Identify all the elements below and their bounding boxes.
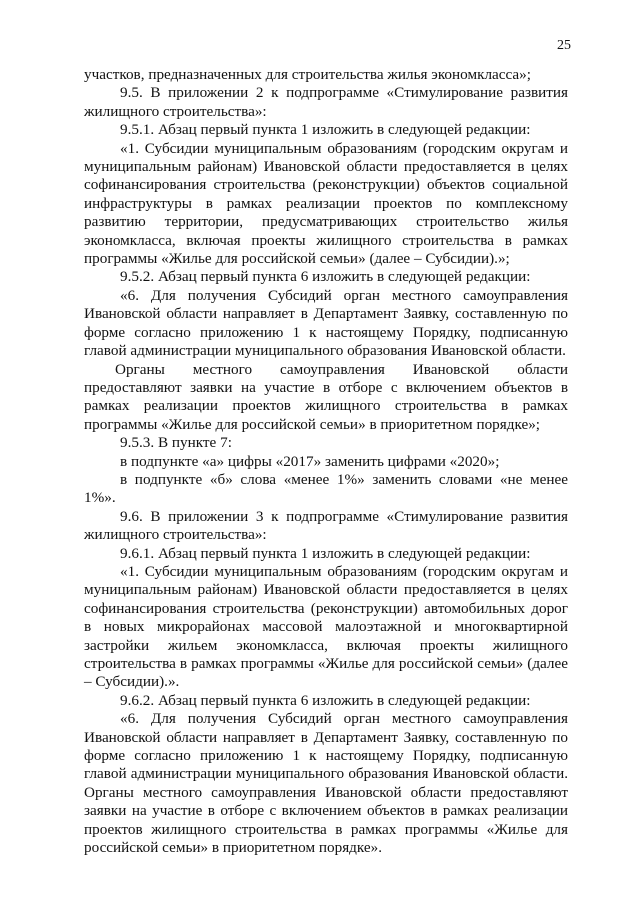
paragraph: 9.6.2. Абзац первый пункта 6 изложить в следующей редакции: [120, 691, 531, 709]
paragraph: в подпункте «б» слова «менее 1%» заменить словами «не менее 1%». [84, 470, 568, 507]
paragraph: 9.6.1. Абзац первый пункта 1 изложить в следующей редакции: [120, 544, 531, 562]
paragraph: 9.5. В приложении 2 к подпрограмме «Стимулирование развития жилищного строительства»: [84, 84, 568, 120]
paragraph: 9.5.1. Абзац первый пункта 1 изложить в следующей редакции: [120, 121, 531, 139]
paragraph: «6. Для получения Субсидий орган местного самоуправления Ивановской области направляет в Департамент Заявку, составленную по форме согласно приложению 1 к настоящему Порядку, подписанную главой администрации муниципального образования Ивановской области. Органы местного самоуправления Ивановской области предоставляют заявки на участие в отборе с включением объектов в рамках реализации проектов жилищного строительства в рамках программы «Жилье для российской семьи» в приоритетном порядке». [84, 710, 568, 857]
paragraph: участков, предназначенных для строительства жилья экономкласса»; [84, 66, 531, 83]
paragraph: Органы местного самоуправления Ивановской области предоставляют заявки на участие в отборе с включением объектов в рамках реализации проектов жилищного строительства в рамках программы «Жилье для российской семьи» в приоритетном порядке»; [84, 360, 568, 433]
paragraph: в подпункте «а» цифры «2017» заменить цифрами «2020»; [120, 452, 500, 470]
document-body [84, 66, 568, 857]
paragraph: «1. Субсидии муниципальным образованиям (городским округам и муниципальным районам) Ивановской области предоставляется в целях софинансирования строительства (реконструкции) автомобильных дорог в новых микрорайонах массовой малоэтажной и многоквартирной застройки жильем экономкласса, включая проекты жилищного строительства в рамках программы «Жилье для российской семьи» (далее – Субсидии).». [84, 562, 568, 691]
paragraph: «1. Субсидии муниципальным образованиям (городским округам и муниципальным районам) Ивановской области предоставляется в целях софинансирования строительства (реконструкции) объектов социальной инфраструктуры в рамках реализации проектов по комплексному развитию территории, предусматривающих строительство жилья экономкласса, включая проекты жилищного строительства в рамках программы «Жилье для российской семьи» (далее – Субсидии).»; [84, 139, 568, 268]
paragraph: «6. Для получения Субсидий орган местного самоуправления Ивановской области направляет в Департамент Заявку, составленную по форме согласно приложению 1 к настоящему Порядку, подписанную главой администрации муниципального образования Ивановской области. [84, 286, 568, 360]
paragraph: 9.5.3. В пункте 7: [120, 434, 232, 452]
paragraph: 9.5.2. Абзац первый пункта 6 изложить в следующей редакции: [120, 268, 531, 286]
page-number: 25 [557, 38, 571, 53]
paragraph: 9.6. В приложении 3 к подпрограмме «Стимулирование развития жилищного строительства»: [84, 507, 568, 544]
